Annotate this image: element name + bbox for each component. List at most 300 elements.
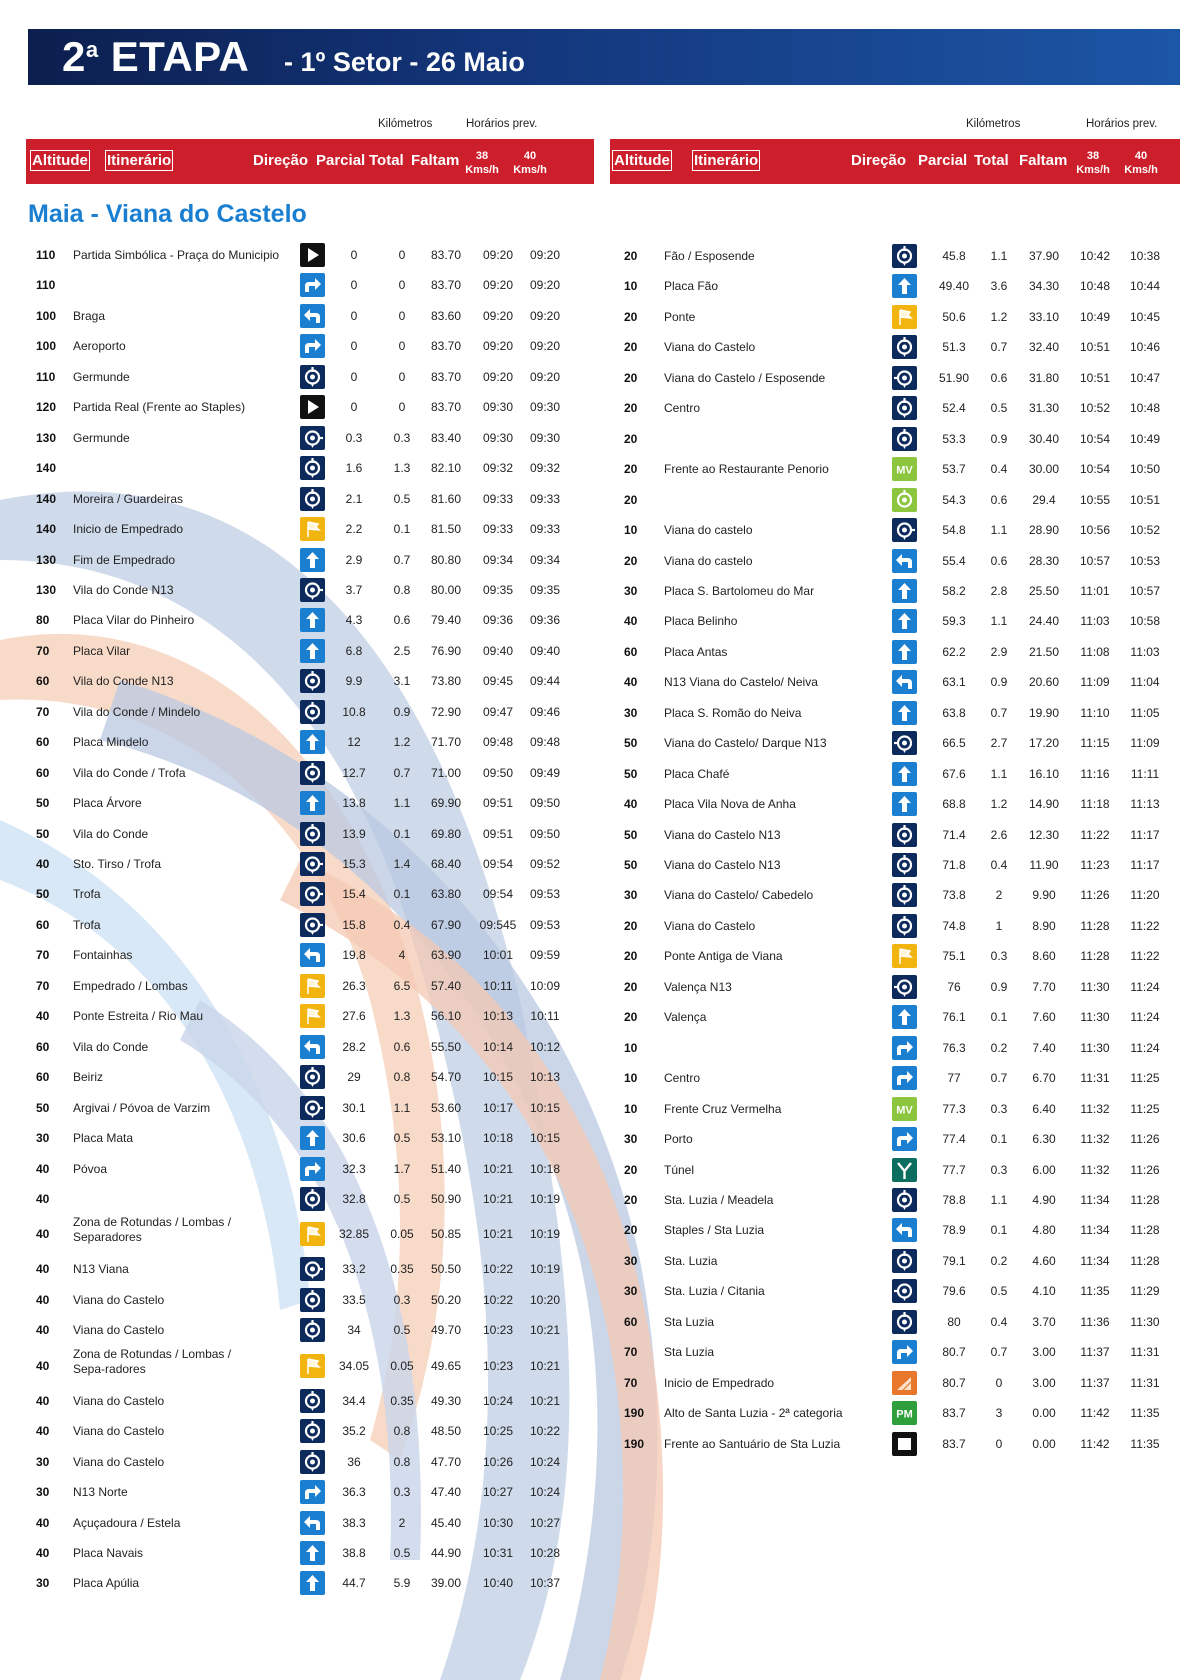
altitude-cell: 40 — [36, 1161, 50, 1176]
itinerary-cell: Viana do Castelo / Esposende — [664, 370, 826, 385]
parcial-cell: 79.1 — [942, 1253, 966, 1268]
total-cell: 0 — [398, 339, 406, 354]
parcial-cell: 38.3 — [342, 1515, 366, 1530]
time-38-cell: 09:36 — [482, 613, 514, 628]
time-40-cell: 09:48 — [529, 735, 561, 750]
parcial-cell: 83.7 — [942, 1406, 966, 1421]
total-cell: 2.6 — [990, 827, 1008, 842]
total-cell: 3 — [995, 1406, 1003, 1421]
faltam-cell: 57.40 — [430, 978, 462, 993]
faltam-cell: 29.4 — [1032, 492, 1056, 507]
table-row — [28, 514, 598, 544]
time-40-cell: 09:34 — [529, 552, 561, 567]
time-38-cell: 10:23 — [482, 1358, 514, 1373]
badge-text: PM — [896, 1408, 913, 1421]
time-40-cell: 11:17 — [1130, 827, 1160, 842]
parcial-cell: 13.8 — [342, 796, 366, 811]
total-cell: 0.4 — [990, 462, 1008, 477]
time-38-cell: 10:22 — [482, 1262, 514, 1277]
parcial-cell: 30.6 — [342, 1131, 366, 1146]
total-cell: 1.1 — [990, 766, 1008, 781]
table-row — [610, 1185, 1180, 1215]
time-38-cell: 10:14 — [482, 1039, 514, 1054]
faltam-cell: 44.90 — [430, 1546, 462, 1560]
straight-arrow-icon — [892, 274, 917, 298]
table-row — [610, 1094, 1180, 1124]
faltam-cell: 55.50 — [430, 1039, 462, 1054]
time-38-cell: 09:20 — [482, 339, 514, 354]
altitude-cell: 40 — [36, 1227, 50, 1242]
time-40-cell: 09:30 — [529, 400, 561, 415]
parcial-cell: 26.3 — [342, 978, 366, 993]
time-40-cell: 10:47 — [1129, 370, 1161, 385]
time-40-cell: 11:22 — [1130, 918, 1160, 933]
faltam-cell: 83.70 — [430, 369, 462, 384]
altitude-cell: 190 — [624, 1436, 645, 1451]
time-40-cell: 09:32 — [529, 461, 561, 476]
direcao-header: Direção — [253, 152, 309, 169]
table-row — [610, 850, 1180, 880]
parcial-cell: 15.3 — [342, 857, 366, 871]
total-cell: 1.1 — [990, 249, 1008, 263]
time-38-cell: 11:28 — [1080, 949, 1110, 964]
time-38-cell: 10:51 — [1079, 370, 1111, 385]
cobblestone-icon — [892, 1371, 917, 1395]
time-40-cell: 10:58 — [1129, 614, 1161, 629]
itinerary-cell: Frente ao Santuário de Sta Luzia — [664, 1436, 841, 1451]
parcial-cell: 59.3 — [942, 614, 966, 629]
total-cell: 1 — [995, 918, 1003, 933]
straight-arrow-icon — [300, 791, 325, 815]
faltam-cell: 6.40 — [1032, 1101, 1056, 1116]
time-40-cell: 09:20 — [529, 278, 561, 293]
altitude-cell: 10 — [624, 523, 638, 538]
table-row — [28, 392, 598, 422]
table-row — [610, 454, 1180, 484]
itinerary-cell: Placa Fão — [664, 279, 719, 294]
total-cell: 0 — [398, 308, 406, 323]
altitude-cell: 110 — [36, 369, 56, 384]
time-38-cell: 11:34 — [1080, 1253, 1110, 1268]
total-cell: 0.5 — [393, 1131, 411, 1146]
roundabout-icon — [300, 1389, 325, 1413]
time-38-cell: 11:34 — [1080, 1223, 1110, 1238]
time-40-cell: 09:44 — [529, 674, 561, 689]
altitude-cell: 10 — [624, 1040, 638, 1055]
altitude-cell: 60 — [36, 917, 50, 932]
altitude-cell: 130 — [36, 582, 57, 597]
table-row — [610, 424, 1180, 454]
table-row — [610, 1063, 1180, 1093]
time-40-cell: 10:11 — [530, 1009, 560, 1024]
total-cell: 1.1 — [990, 614, 1008, 629]
altitude-cell: 60 — [36, 674, 50, 689]
itinerary-cell: Placa Mata — [73, 1131, 134, 1146]
time-40-cell: 11:11 — [1130, 766, 1160, 781]
roundabout-right-icon — [300, 426, 325, 450]
time-38-cell: 11:22 — [1080, 827, 1110, 842]
time-38-cell: 10:11 — [483, 978, 513, 993]
parcial-cell: 33.2 — [342, 1262, 366, 1277]
time-40-cell: 09:20 — [529, 248, 561, 262]
table-row — [28, 605, 598, 635]
total-cell: 1.1 — [990, 523, 1008, 538]
parcial-cell: 36 — [347, 1454, 361, 1469]
itinerary-cell: Vila do Conde N13 — [73, 582, 174, 597]
time-38-cell: 09:33 — [482, 522, 514, 537]
faltam-cell: 53.10 — [430, 1131, 462, 1146]
horarios-group-label: Horários prev. — [1086, 118, 1158, 130]
total-cell: 1.2 — [393, 735, 411, 750]
speed-unit: Kms/h — [465, 164, 499, 176]
itinerary-cell: Viana do Castelo — [73, 1323, 165, 1338]
speed-unit: Kms/h — [1124, 164, 1158, 176]
turn-left-icon — [300, 1511, 325, 1535]
itinerary-cell: Vila do Conde N13 — [73, 674, 174, 689]
table-row — [610, 880, 1180, 910]
faltam-cell: 56.10 — [430, 1009, 462, 1024]
table-row — [28, 1447, 598, 1477]
table-row — [610, 1155, 1180, 1185]
parcial-cell: 15.8 — [342, 917, 366, 932]
itinerary-cell: Placa Navais — [73, 1546, 144, 1560]
total-cell: 0.7 — [393, 765, 411, 780]
table-row — [610, 911, 1180, 941]
time-40-cell: 10:49 — [1129, 431, 1161, 446]
time-38-cell: 09:51 — [482, 796, 514, 811]
time-38-cell: 11:18 — [1080, 797, 1110, 812]
itinerary-cell: Trofa — [73, 887, 101, 902]
table-row — [28, 636, 598, 666]
turn-right-icon — [300, 273, 325, 297]
altitude-cell: 20 — [624, 1010, 638, 1025]
time-40-cell: 11:25 — [1130, 1101, 1160, 1116]
faltam-cell: 6.00 — [1032, 1162, 1056, 1177]
faltam-cell: 4.10 — [1032, 1284, 1056, 1299]
itinerary-cell: Ponte Estreita / Rio Mau — [73, 1009, 204, 1024]
time-40-cell: 10:12 — [529, 1039, 561, 1054]
faltam-cell: 34.30 — [1028, 279, 1060, 294]
table-row — [28, 1254, 598, 1284]
table-row — [610, 546, 1180, 576]
table-row — [28, 788, 598, 818]
table-row — [28, 1093, 598, 1123]
table-row — [610, 1398, 1180, 1428]
parcial-cell: 44.7 — [342, 1576, 366, 1591]
time-40-cell: 10:15 — [529, 1100, 561, 1115]
total-cell: 0.3 — [990, 1101, 1008, 1116]
time-40-cell: 09:40 — [529, 643, 561, 658]
faltam-header: Faltam — [411, 152, 460, 169]
parcial-cell: 15.4 — [342, 887, 366, 902]
itinerary-cell: Viana do Castelo — [664, 918, 756, 933]
time-40-cell: 11:03 — [1130, 644, 1160, 659]
altitude-cell: 20 — [624, 979, 638, 994]
altitude-header: Altitude — [614, 152, 670, 169]
itinerary-cell: Viana do Castelo/ Cabedelo — [664, 888, 814, 903]
table-row — [610, 515, 1180, 545]
altitude-cell: 20 — [624, 401, 638, 416]
altitude-cell: 40 — [36, 1323, 50, 1338]
table-row — [28, 727, 598, 757]
faltam-cell: 49.70 — [430, 1323, 462, 1338]
speed-40-header — [1121, 149, 1161, 177]
parcial-cell: 2.1 — [345, 491, 363, 506]
time-38-cell: 11:30 — [1080, 1010, 1110, 1025]
straight-arrow-icon — [300, 1126, 325, 1150]
table-row — [28, 1416, 598, 1446]
itinerary-cell: Viana do Castelo N13 — [664, 827, 781, 842]
turn-left-icon — [300, 943, 325, 967]
table-row — [610, 1307, 1180, 1337]
total-cell: 0.6 — [990, 553, 1008, 568]
parcial-cell: 77.4 — [942, 1132, 966, 1147]
time-40-cell: 10:15 — [529, 1131, 561, 1146]
itinerary-cell: Viana do Castelo N13 — [664, 858, 781, 872]
itinerary-cell: Viana do castelo — [664, 523, 753, 538]
faltam-cell: 4.60 — [1032, 1253, 1056, 1268]
time-38-cell: 11:01 — [1080, 583, 1110, 598]
parcial-cell: 30.1 — [342, 1100, 366, 1115]
time-38-cell: 10:13 — [482, 1009, 514, 1024]
parcial-cell: 0 — [350, 400, 358, 415]
total-cell: 0.5 — [393, 1323, 411, 1338]
table-row — [28, 1154, 598, 1184]
table-row — [28, 666, 598, 696]
speed-40-value: 40 — [523, 150, 537, 162]
itinerary-cell: Placa S. Romão do Neiva — [664, 705, 802, 720]
time-40-cell: 10:24 — [529, 1485, 561, 1500]
altitude-cell: 70 — [624, 1345, 638, 1360]
time-38-cell: 11:30 — [1080, 1040, 1110, 1055]
faltam-cell: 7.60 — [1032, 1010, 1056, 1025]
table-row — [28, 484, 598, 514]
table-row — [610, 393, 1180, 423]
total-cell: 2.5 — [393, 643, 411, 658]
turn-right-icon — [300, 334, 325, 358]
table-row — [28, 879, 598, 909]
roundabout-icon — [892, 396, 917, 420]
parcial-cell: 52.4 — [942, 401, 966, 416]
stage-subtitle: - 1º Setor - 26 Maio — [284, 47, 525, 77]
time-40-cell: 10:52 — [1129, 523, 1161, 538]
altitude-cell: 30 — [36, 1485, 50, 1500]
parcial-cell: 77 — [947, 1071, 961, 1086]
table-row — [610, 1033, 1180, 1063]
roundabout-green-icon — [892, 488, 917, 512]
altitude-cell: 40 — [36, 1515, 50, 1530]
time-38-cell: 09:48 — [482, 735, 514, 750]
table-row — [28, 1032, 598, 1062]
time-40-cell: 10:09 — [529, 978, 561, 993]
faltam-cell: 83.70 — [430, 248, 462, 262]
itinerary-cell: Viana do Castelo — [73, 1393, 165, 1408]
faltam-cell: 67.90 — [430, 917, 462, 932]
km-group-label: Kilómetros — [966, 118, 1021, 130]
time-40-cell: 11:04 — [1130, 675, 1160, 690]
faltam-cell: 63.80 — [430, 887, 462, 902]
altitude-cell: 20 — [624, 462, 638, 477]
table-row — [28, 849, 598, 879]
faltam-cell: 31.30 — [1028, 401, 1060, 416]
table-row — [28, 1285, 598, 1315]
roundabout-left-icon — [892, 975, 917, 999]
parcial-cell: 50.6 — [942, 309, 966, 324]
roundabout-icon — [300, 822, 325, 846]
faltam-cell: 20.60 — [1028, 675, 1060, 690]
total-header: Total — [974, 152, 1009, 169]
parcial-cell: 36.3 — [342, 1485, 366, 1500]
flag-icon — [300, 1222, 325, 1246]
roundabout-left-icon — [892, 366, 917, 390]
time-38-cell: 09:45 — [482, 674, 514, 689]
altitude-cell: 40 — [624, 614, 638, 629]
time-38-cell: 10:27 — [482, 1485, 514, 1500]
faltam-cell: 80.80 — [430, 552, 462, 567]
faltam-cell: 4.80 — [1032, 1223, 1056, 1238]
time-38-cell: 11:42 — [1080, 1406, 1110, 1421]
altitude-cell: 10 — [624, 1101, 638, 1116]
faltam-cell: 7.40 — [1032, 1040, 1056, 1055]
total-cell: 0.35 — [390, 1393, 414, 1408]
itinerary-cell: Placa Mindelo — [73, 735, 149, 750]
time-38-cell: 09:40 — [482, 643, 514, 658]
total-cell: 1.3 — [393, 461, 411, 476]
straight-arrow-icon — [892, 609, 917, 633]
parcial-cell: 71.4 — [942, 827, 966, 842]
time-40-cell: 09:33 — [529, 522, 561, 537]
time-38-cell: 11:35 — [1080, 1284, 1110, 1299]
itinerary-cell: Vila do Conde — [73, 826, 149, 841]
time-40-cell: 10:44 — [1129, 279, 1161, 294]
time-40-cell: 10:18 — [529, 1161, 561, 1176]
faltam-cell: 8.60 — [1032, 949, 1056, 964]
mv-icon — [892, 1097, 917, 1121]
time-38-cell: 11:37 — [1080, 1345, 1110, 1360]
altitude-cell: 40 — [36, 1546, 50, 1560]
roundabout-right-icon — [300, 1096, 325, 1120]
faltam-cell: 30.40 — [1028, 431, 1060, 446]
table-row — [610, 698, 1180, 728]
time-40-cell: 10:37 — [529, 1576, 561, 1591]
altitude-cell: 110 — [36, 248, 56, 262]
total-cell: 1.2 — [990, 309, 1008, 324]
parcial-cell: 38.8 — [342, 1546, 366, 1560]
faltam-cell: 80.00 — [430, 582, 462, 597]
faltam-cell: 47.40 — [430, 1485, 462, 1500]
altitude-cell: 20 — [624, 492, 638, 507]
roundabout-icon — [892, 823, 917, 847]
turn-right-icon — [300, 1157, 325, 1181]
table-row — [610, 271, 1180, 301]
itinerary-cell: Partida Simbólica - Praça do Municipio — [73, 248, 280, 262]
faltam-cell: 28.30 — [1028, 553, 1060, 568]
total-cell: 0 — [398, 248, 406, 262]
time-40-cell: 10:45 — [1129, 309, 1161, 324]
itinerary-cell: Túnel — [664, 1162, 695, 1177]
time-40-cell: 10:46 — [1129, 340, 1161, 355]
altitude-cell: 70 — [36, 978, 50, 993]
altitude-cell: 40 — [36, 1393, 50, 1408]
faltam-cell: 8.90 — [1032, 918, 1056, 933]
total-cell: 0.4 — [393, 917, 411, 932]
time-40-cell: 11:05 — [1130, 705, 1160, 720]
total-cell: 0.5 — [393, 491, 411, 506]
time-38-cell: 10:40 — [482, 1576, 514, 1591]
altitude-cell: 10 — [624, 1071, 638, 1086]
parcial-cell: 77.3 — [942, 1101, 966, 1116]
turn-left-icon — [892, 670, 917, 694]
parcial-cell: 73.8 — [942, 888, 966, 903]
itinerary-cell: Zona de Rotundas / Lombas / Separadores — [73, 1215, 232, 1245]
turn-left-icon — [300, 304, 325, 328]
faltam-cell: 25.50 — [1028, 583, 1060, 598]
time-40-cell: 11:35 — [1130, 1406, 1160, 1421]
itinerary-cell: Frente ao Restaurante Penorio — [664, 462, 829, 477]
faltam-cell: 6.70 — [1032, 1071, 1056, 1086]
faltam-cell: 71.70 — [430, 735, 462, 750]
parcial-cell: 67.6 — [942, 766, 966, 781]
roundabout-right-icon — [300, 882, 325, 906]
itinerary-cell: Germunde — [73, 430, 130, 445]
table-row — [610, 941, 1180, 971]
altitude-cell: 100 — [36, 339, 57, 354]
total-cell: 0 — [398, 400, 406, 415]
total-cell: 1.7 — [393, 1161, 411, 1176]
table-row — [610, 302, 1180, 332]
speed-40-value: 40 — [1134, 150, 1148, 162]
parcial-cell: 10.8 — [342, 704, 366, 719]
faltam-cell: 0.00 — [1032, 1436, 1056, 1451]
flag-icon — [892, 944, 917, 968]
faltam-cell: 50.85 — [430, 1227, 462, 1242]
table-row — [610, 363, 1180, 393]
itinerary-cell: Sta Luzia — [664, 1314, 715, 1329]
faltam-cell: 0.00 — [1032, 1406, 1056, 1421]
itinerary-cell: Viana do castelo — [664, 553, 753, 568]
time-38-cell: 09:30 — [482, 400, 514, 415]
roundabout-icon — [300, 1318, 325, 1342]
faltam-cell: 32.40 — [1028, 340, 1060, 355]
time-40-cell: 10:19 — [529, 1262, 561, 1277]
altitude-cell: 70 — [624, 1375, 638, 1390]
total-cell: 0.3 — [990, 1162, 1008, 1177]
time-40-cell: 09:50 — [529, 796, 561, 811]
time-38-cell: 10:24 — [482, 1393, 514, 1408]
parcial-cell: 34 — [347, 1323, 361, 1338]
itinerary-cell: Inicio de Empedrado — [73, 522, 184, 537]
speed-38-header — [1073, 149, 1113, 177]
time-40-cell: 09:20 — [529, 369, 561, 384]
itinerary-cell: Vila do Conde / Mindelo — [73, 704, 201, 719]
total-cell: 0.2 — [990, 1040, 1008, 1055]
faltam-cell: 49.30 — [430, 1393, 462, 1408]
roundabout-icon — [892, 244, 917, 268]
time-40-cell: 10:28 — [529, 1546, 561, 1560]
time-40-cell: 09:33 — [529, 491, 561, 506]
faltam-cell: 69.80 — [430, 826, 462, 841]
faltam-cell: 51.40 — [430, 1161, 462, 1176]
time-38-cell: 10:21 — [482, 1161, 514, 1176]
roundabout-icon — [892, 853, 917, 877]
altitude-cell: 130 — [36, 552, 57, 567]
time-40-cell: 10:48 — [1129, 401, 1161, 416]
table-header — [26, 139, 594, 184]
time-38-cell: 11:42 — [1080, 1436, 1110, 1451]
parcial-cell: 78.8 — [942, 1192, 966, 1207]
altitude-cell: 140 — [36, 461, 57, 476]
parcial-cell: 79.6 — [942, 1284, 966, 1299]
